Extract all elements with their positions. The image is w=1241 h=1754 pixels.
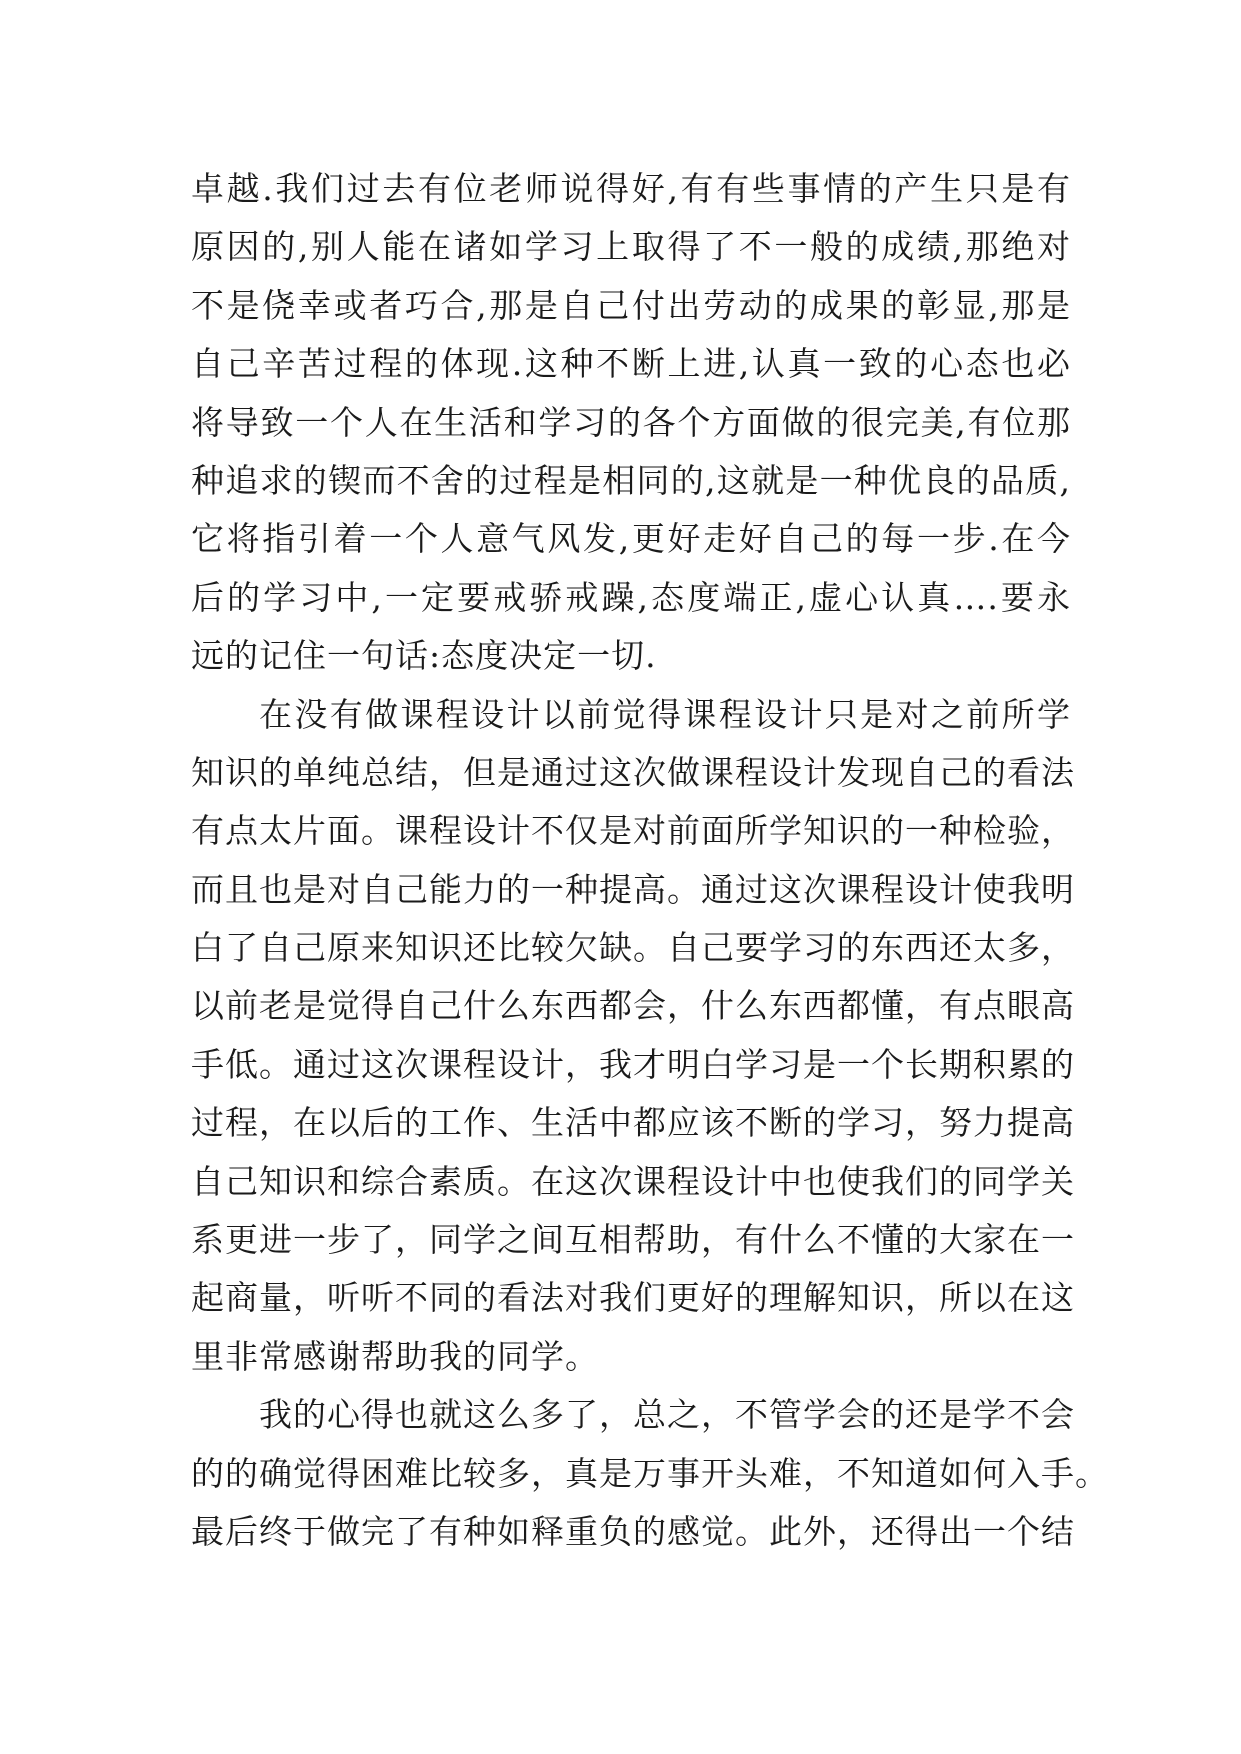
- paragraph-line: 原因的,别人能在诸如学习上取得了不一般的成绩,那绝对: [191, 227, 1071, 267]
- paragraph-line: 最后终于做完了有种如释重负的感觉。此外，还得出一个结: [191, 1511, 1075, 1551]
- paragraph-line: 起商量，听听不同的看法对我们更好的理解知识，所以在这: [191, 1278, 1075, 1318]
- paragraph-line: 我的心得也就这么多了，总之，不管学会的还是学不会: [259, 1395, 1075, 1435]
- paragraph-line: 而且也是对自己能力的一种提高。通过这次课程设计使我明: [191, 869, 1075, 909]
- paragraph-line: 知识的单纯总结，但是通过这次做课程设计发现自己的看法: [191, 752, 1075, 792]
- paragraph-line: 种追求的锲而不舍的过程是相同的,这就是一种优良的品质,: [191, 460, 1071, 500]
- paragraph-line: 有点太片面。课程设计不仅是对前面所学知识的一种检验，: [191, 811, 1075, 851]
- paragraph-3: [191, 1386, 1109, 1561]
- paragraph-line: 里非常感谢帮助我的同学。: [191, 1336, 599, 1376]
- paragraph-line: 不是侥幸或者巧合,那是自己付出劳动的成果的彰显,那是: [191, 285, 1071, 325]
- document-body: [191, 160, 1109, 1561]
- paragraph-line: 白了自己原来知识还比较欠缺。自己要学习的东西还太多，: [191, 928, 1075, 968]
- paragraph-line: 它将指引着一个人意气风发,更好走好自己的每一步.在今: [191, 519, 1071, 559]
- paragraph-line: 将导致一个人在生活和学习的各个方面做的很完美,有位那: [191, 402, 1071, 442]
- paragraph-2: [191, 686, 1075, 1387]
- paragraph-line: 卓越.我们过去有位老师说得好,有有些事情的产生只是有: [191, 169, 1071, 208]
- paragraph-line: 在没有做课程设计以前觉得课程设计只是对之前所学: [259, 694, 1071, 734]
- paragraph-line: 自己辛苦过程的体现.这种不断上进,认真一致的心态也必: [191, 344, 1071, 384]
- paragraph-line: 以前老是觉得自己什么东西都会，什么东西都懂，有点眼高: [191, 986, 1075, 1026]
- paragraph-line: 自己知识和综合素质。在这次课程设计中也使我们的同学关: [191, 1161, 1075, 1201]
- paragraph-1: [191, 160, 1071, 686]
- paragraph-line: 系更进一步了，同学之间互相帮助，有什么不懂的大家在一: [191, 1220, 1075, 1260]
- paragraph-line: 过程，在以后的工作、生活中都应该不断的学习，努力提高: [191, 1103, 1075, 1143]
- paragraph-line: 后的学习中,一定要戒骄戒躁,态度端正,虚心认真….要永: [191, 577, 1071, 617]
- paragraph-line: 手低。通过这次课程设计，我才明白学习是一个长期积累的: [191, 1044, 1075, 1084]
- paragraph-line: 远的记住一句话:态度决定一切.: [191, 636, 657, 676]
- paragraph-line: 的的确觉得困难比较多，真是万事开头难，不知道如何入手。: [191, 1453, 1109, 1493]
